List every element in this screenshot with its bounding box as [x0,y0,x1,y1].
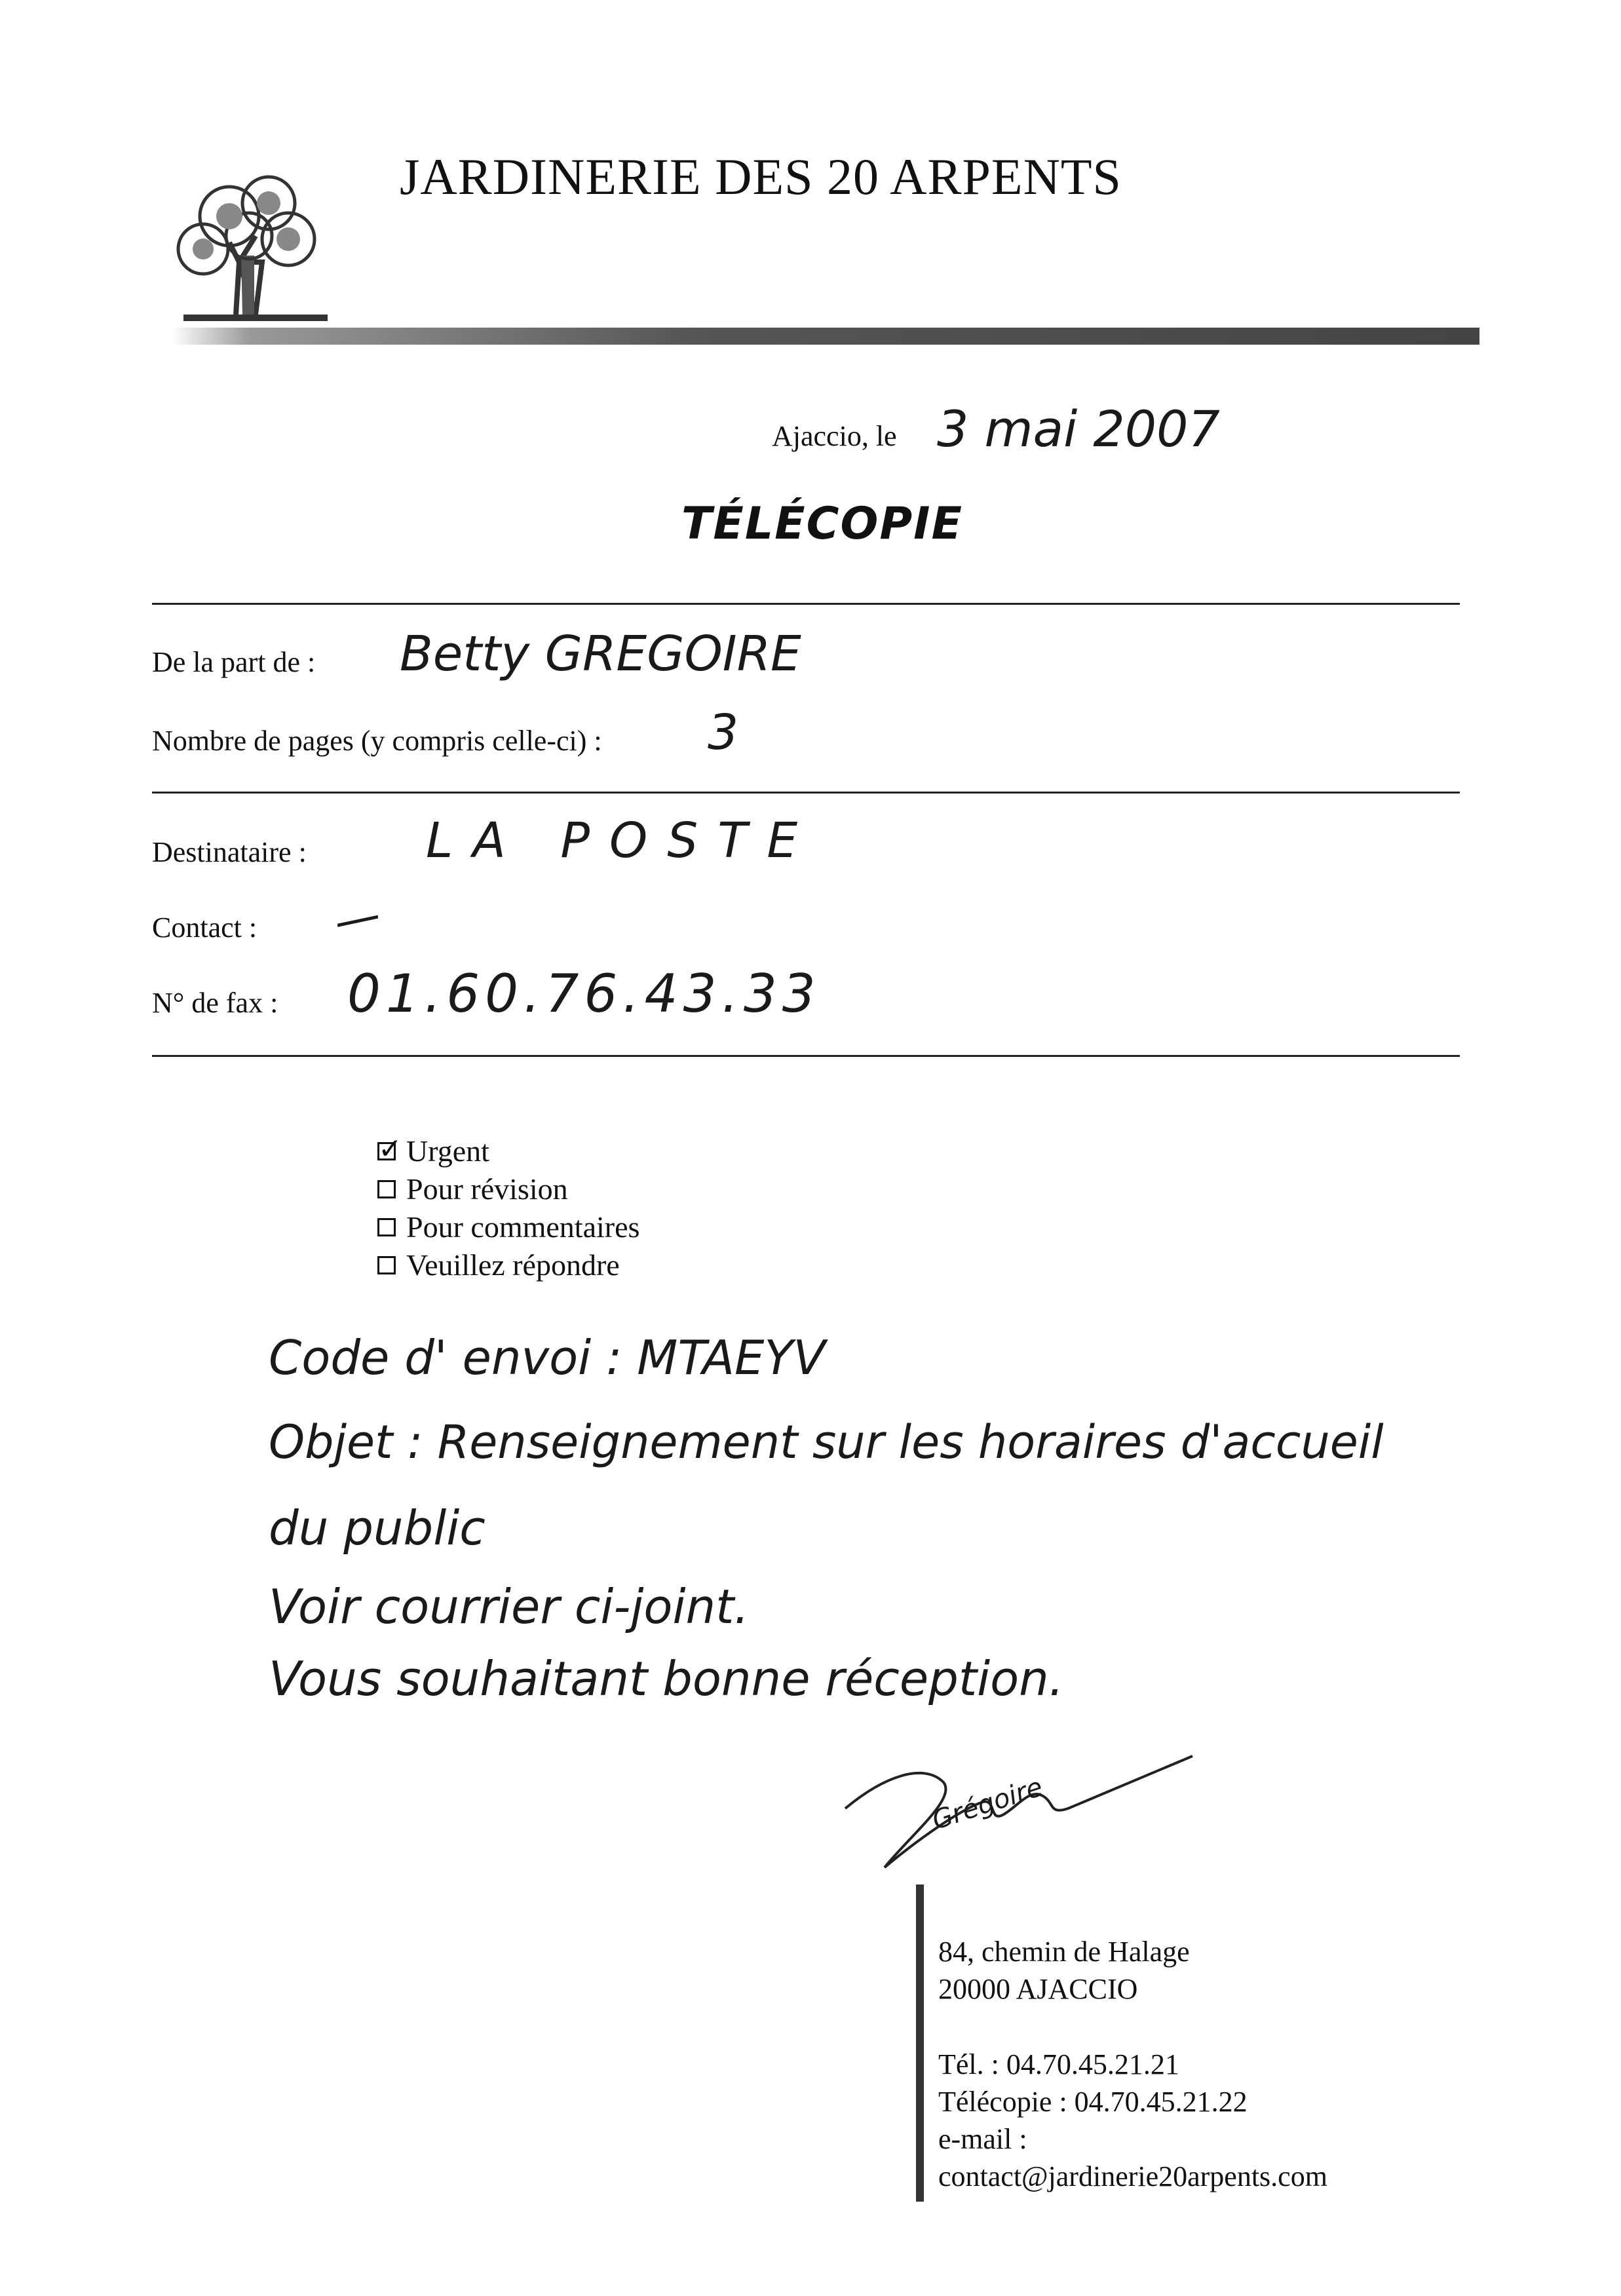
checkbox-label: Pour révision [406,1172,568,1206]
message-line-3: du public [269,1501,486,1556]
checkbox-icon[interactable] [377,1218,396,1236]
from-value: Betty GREGOIRE [400,626,801,682]
pages-value: 3 [708,704,739,761]
divider-3 [152,1055,1460,1057]
address-tel: Tél. : 04.70.45.21.21 [938,2048,1179,2080]
checkbox-label: Pour commentaires [406,1210,640,1244]
contact-label: Contact : [152,911,257,944]
signature-text: Grégoire [928,1772,1046,1836]
address-street: 84, chemin de Halage [938,1936,1190,1968]
checkbox-urgent[interactable] [377,1134,489,1168]
company-name: JARDINERIE DES 20 ARPENTS [400,148,1122,205]
message-line-2: Objet : Renseignement sur les horaires d'accueil [269,1415,1384,1469]
header-rule [172,328,1479,345]
fax-label: N° de fax : [152,987,278,1019]
date-prefix: Ajaccio, le [772,420,897,452]
contact-value: — [329,887,385,949]
address-city: 20000 AJACCIO [938,1973,1138,2005]
message-line-1: Code d' envoi : MTAEYV [269,1330,826,1385]
pages-label: Nombre de pages (y compris celle-ci) : [152,725,602,757]
address-fax: Télécopie : 04.70.45.21.22 [938,2086,1248,2118]
address-bar [916,1885,924,2202]
tree-logo-icon [157,164,341,328]
message-line-4: Voir courrier ci-joint. [269,1579,750,1634]
checkbox-checked-icon[interactable] [377,1142,396,1160]
date-handwritten: 3 mai 2007 [937,400,1220,458]
logo [157,164,341,328]
dest-label: Destinataire : [152,836,307,868]
doc-title: TÉLÉCOPIE [681,498,963,550]
message-line-5: Vous souhaitant bonne réception. [269,1651,1064,1706]
checkbox-icon[interactable] [377,1180,396,1198]
checkbox-reply[interactable] [377,1248,620,1282]
signature [832,1736,1199,1894]
checkbox-icon[interactable] [377,1256,396,1274]
dest-value: LA POSTE [426,813,818,869]
address-email[interactable]: contact@jardinerie20arpents.com [938,2160,1327,2192]
divider-2 [152,792,1460,794]
checkbox-label: Urgent [406,1134,489,1168]
from-label: De la part de : [152,646,316,678]
checkbox-label: Veuillez répondre [406,1248,620,1282]
checkbox-revision[interactable] [377,1172,568,1206]
checkbox-comments[interactable] [377,1210,639,1244]
divider-1 [152,603,1460,605]
fax-value: 01.60.76.43.33 [347,963,821,1024]
address-email-label: e-mail : [938,2123,1027,2155]
signature-mark-icon [832,1736,1199,1894]
